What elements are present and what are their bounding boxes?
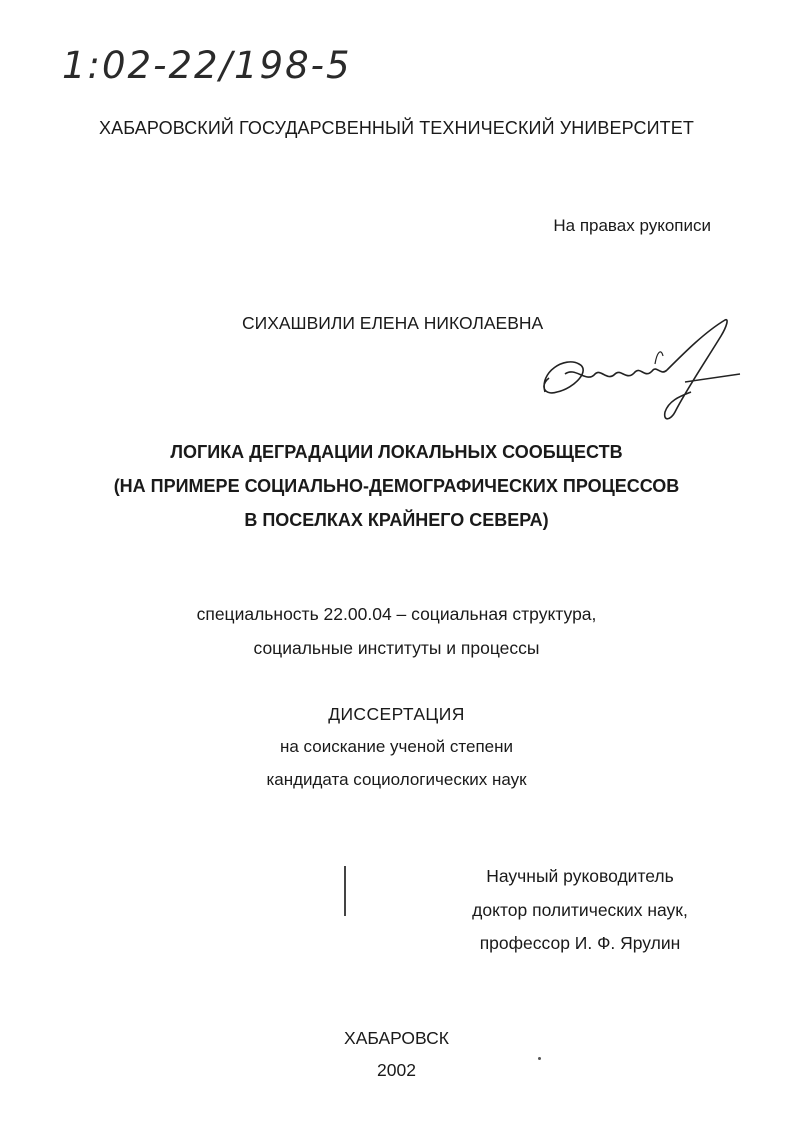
year: 2002 bbox=[377, 1060, 416, 1080]
handwritten-catalog-number bbox=[62, 40, 372, 90]
document-type: ДИССЕРТАЦИЯ bbox=[328, 704, 465, 724]
specialty-line-1: специальность 22.00.04 – социальная структура, bbox=[196, 604, 597, 624]
thesis-title-line-3: В ПОСЕЛКАХ КРАЙНЕГО СЕВЕРА) bbox=[244, 510, 549, 530]
supervisor-degree: доктор политических наук, bbox=[472, 900, 688, 920]
university-name: ХАБАРОВСКИЙ ГОСУДАРСВЕННЫЙ ТЕХНИЧЕСКИЙ УНИВЕРСИТЕТ bbox=[99, 118, 694, 138]
author-name: СИХАШВИЛИ ЕЛЕНА НИКОЛАЕВНА bbox=[242, 313, 544, 333]
supervisor-role: Научный руководитель bbox=[486, 866, 674, 886]
thesis-title-line-2: (НА ПРИМЕРЕ СОЦИАЛЬНО-ДЕМОГРАФИЧЕСКИХ ПРОЦЕССОВ bbox=[113, 476, 680, 496]
catalog-number-text: 1:02-22/198-5 bbox=[62, 44, 352, 87]
thesis-title-line-1: ЛОГИКА ДЕГРАДАЦИИ ЛОКАЛЬНЫХ СООБЩЕСТВ bbox=[170, 442, 623, 462]
city: ХАБАРОВСК bbox=[344, 1028, 449, 1048]
degree-line-2: кандидата социологических наук bbox=[266, 770, 527, 789]
author-signature bbox=[535, 312, 745, 432]
scan-artifact-line bbox=[344, 866, 346, 916]
manuscript-note: На правах рукописи bbox=[553, 216, 711, 235]
specialty-line-2: социальные институты и процессы bbox=[253, 638, 540, 658]
degree-line-1: на соискание ученой степени bbox=[279, 737, 513, 756]
supervisor-name: профессор И. Ф. Ярулин bbox=[479, 933, 681, 953]
